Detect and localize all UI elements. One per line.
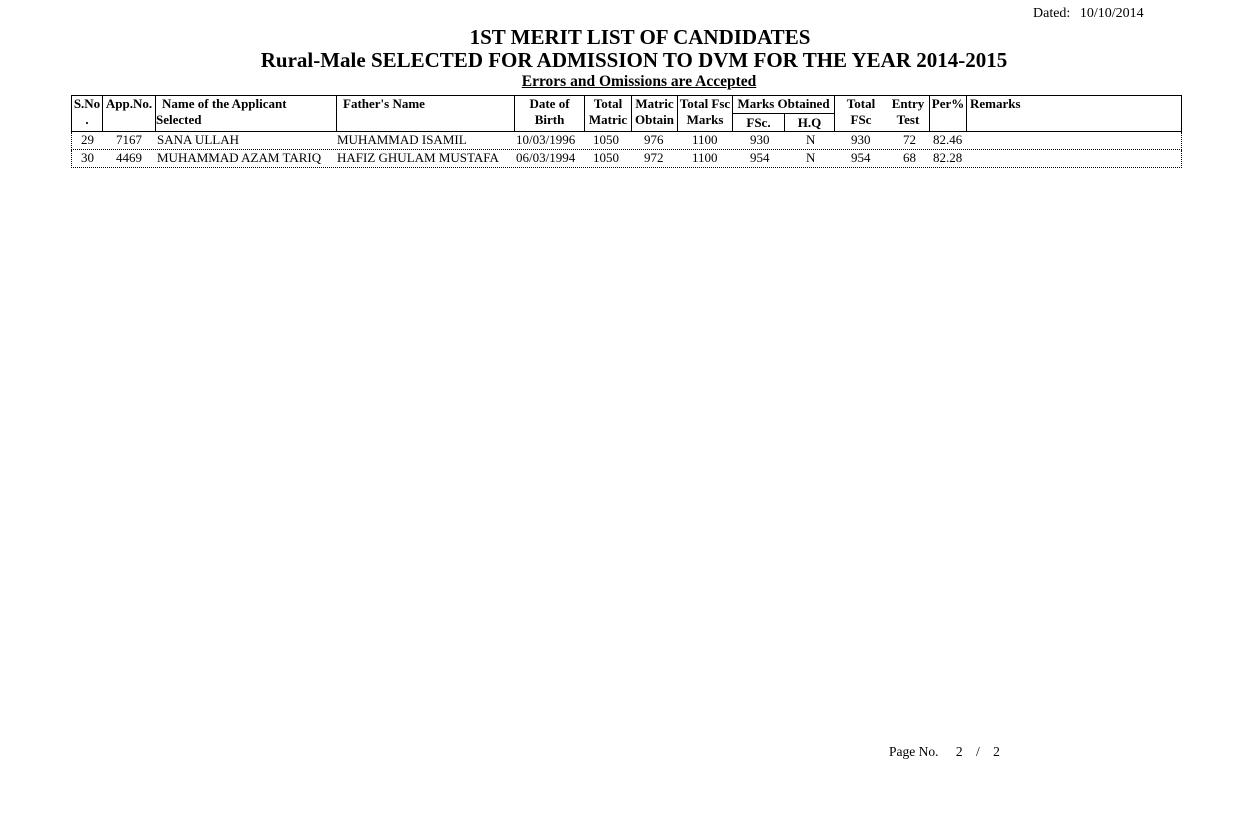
cell-total-matric: 1050 <box>593 150 619 165</box>
dated-value: 10/10/2014 <box>1079 6 1144 21</box>
cell-matric-obtain: 972 <box>644 150 664 165</box>
cell-father: HAFIZ GHULAM MUSTAFA <box>337 150 499 165</box>
cell-sno: 29 <box>81 132 94 147</box>
header-per: Per% <box>930 96 967 131</box>
cell-hq: N <box>806 132 816 147</box>
cell-entry: 72 <box>903 132 916 147</box>
cell-total-fsc2: 930 <box>851 132 871 147</box>
cell-sno: 30 <box>81 150 94 165</box>
cell-appno: 7167 <box>116 132 142 147</box>
cell-total-fsc: 1100 <box>692 132 718 147</box>
page-separator: / <box>976 744 980 759</box>
cell-name: SANA ULLAH <box>157 132 239 147</box>
cell-father: MUHAMMAD ISAMIL <box>337 132 467 147</box>
table-header <box>71 95 1182 132</box>
cell-per: 82.46 <box>933 132 963 147</box>
header-remarks: Remarks <box>970 96 1021 111</box>
page-subtitle: Rural-Male SELECTED FOR ADMISSION TO DVM FOR THE YEAR 2014-2015 <box>260 48 1008 72</box>
header-matric-obtain: Matric Obtain <box>632 96 678 131</box>
cell-total-fsc: 1100 <box>692 150 718 165</box>
table-row <box>71 132 1182 150</box>
cell-per: 82.28 <box>933 150 963 165</box>
header-name: Name of the Applicant Selected <box>156 96 337 131</box>
cell-fsc: 954 <box>750 150 770 165</box>
cell-dob: 06/03/1994 <box>516 150 576 165</box>
header-marks-obtained: Marks Obtained FSc. H.Q <box>733 96 835 131</box>
header-appno: App.No. <box>103 96 156 131</box>
cell-name: MUHAMMAD AZAM TARIQ <box>157 150 322 165</box>
table-row <box>71 150 1182 168</box>
page-total: 2 <box>993 744 1000 759</box>
page-label: Page No. <box>889 744 939 759</box>
cell-dob: 10/03/1996 <box>516 132 576 147</box>
cell-matric-obtain: 976 <box>644 132 664 147</box>
page-number <box>889 744 1000 760</box>
cell-total-matric: 1050 <box>593 132 619 147</box>
cell-hq: N <box>806 150 816 165</box>
cell-fsc: 930 <box>750 132 770 147</box>
page-title: 1ST MERIT LIST OF CANDIDATES <box>469 25 811 49</box>
header-fsc: FSc. <box>733 113 785 131</box>
cell-entry: 68 <box>903 150 916 165</box>
errors-notice: Errors and Omissions are Accepted <box>521 73 757 90</box>
header-father: Father's Name <box>337 96 515 131</box>
dated-label: Dated: <box>1033 6 1071 21</box>
header-sno: S.No . <box>72 96 103 131</box>
cell-total-fsc2: 954 <box>851 150 871 165</box>
header-total-matric: Total Matric <box>585 96 632 131</box>
header-total-fsc: Total FSc <box>846 96 876 127</box>
page-current: 2 <box>955 744 963 759</box>
header-entry-test: Entry Test <box>887 96 930 131</box>
header-total-fsc-marks: Total Fsc Marks <box>678 96 733 131</box>
header-dob: Date of Birth <box>515 96 585 131</box>
header-hq: H.Q <box>785 113 834 131</box>
cell-appno: 4469 <box>116 150 142 165</box>
dated-stamp <box>1033 6 1144 22</box>
